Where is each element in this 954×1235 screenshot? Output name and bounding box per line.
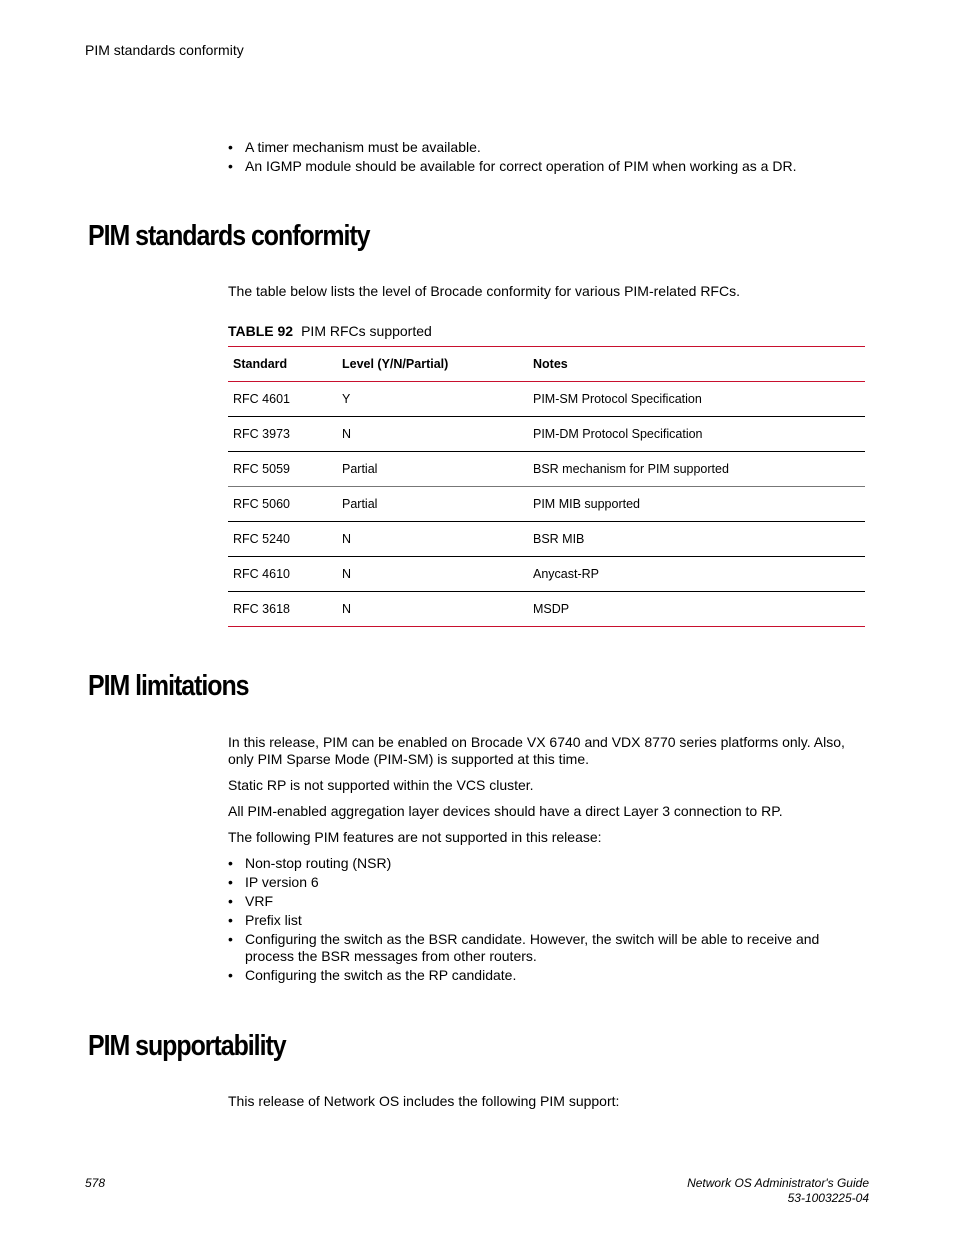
- cell-standard: RFC 5060: [233, 497, 290, 511]
- section-heading-conformity: PIM standards conformity: [88, 220, 370, 252]
- list-item: • Configuring the switch as the BSR candidate. However, the switch will be able to receive and process the BSR messages from other routers.: [228, 931, 858, 965]
- doc-number: 53-1003225-04: [787, 1191, 869, 1205]
- table-row: [228, 452, 865, 487]
- supportability-paragraph: This release of Network OS includes the following PIM support:: [228, 1093, 620, 1109]
- cell-notes: Anycast-RP: [533, 567, 599, 581]
- cell-notes: PIM MIB supported: [533, 497, 640, 511]
- cell-standard: RFC 4610: [233, 567, 290, 581]
- cell-notes: BSR MIB: [533, 532, 585, 546]
- table-caption: [228, 323, 432, 339]
- cell-level: Partial: [342, 497, 378, 511]
- cell-level: Partial: [342, 462, 378, 476]
- cell-level: N: [342, 532, 352, 546]
- section-heading-supportability: PIM supportability: [88, 1030, 286, 1062]
- page-number: 578: [85, 1176, 106, 1190]
- list-item: • VRF: [228, 893, 858, 910]
- doc-title: Network OS Administrator's Guide: [687, 1176, 869, 1190]
- table-row: [228, 557, 865, 592]
- limitations-paragraph: Static RP is not supported within the VCS cluster.: [228, 777, 534, 793]
- cell-level: N: [342, 427, 352, 441]
- table-label: TABLE 92: [228, 323, 294, 339]
- cell-level: Y: [342, 392, 351, 406]
- column-header-notes: Notes: [533, 357, 568, 371]
- footer-doc-info: [687, 1176, 869, 1206]
- table-title: PIM RFCs supported: [301, 323, 432, 339]
- cell-standard: RFC 5059: [233, 462, 290, 476]
- limitations-body: [228, 734, 858, 986]
- limitations-paragraph: In this release, PIM can be enabled on Brocade VX 6740 and VDX 8770 series platforms only. Also, only PIM Sparse Mode (PIM-SM) is supported at this time.: [228, 734, 845, 767]
- cell-notes: PIM-SM Protocol Specification: [533, 392, 702, 406]
- cell-standard: RFC 5240: [233, 532, 290, 546]
- table-row: [228, 592, 865, 627]
- list-item: • IP version 6: [228, 874, 858, 891]
- list-item: • An IGMP module should be available for correct operation of PIM when working as a DR.: [228, 158, 858, 175]
- section-heading-limitations: PIM limitations: [88, 670, 249, 702]
- conformity-paragraph: The table below lists the level of Brocade conformity for various PIM-related RFCs.: [228, 283, 740, 299]
- column-header-level: Level (Y/N/Partial): [342, 357, 449, 371]
- limitations-paragraph: All PIM-enabled aggregation layer devices should have a direct Layer 3 connection to RP.: [228, 803, 783, 819]
- cell-standard: RFC 4601: [233, 392, 290, 406]
- table-row: [228, 417, 865, 452]
- rfc-table: [228, 346, 865, 627]
- list-item: • Non-stop routing (NSR): [228, 855, 858, 872]
- limitations-paragraph: The following PIM features are not supported in this release:: [228, 829, 602, 845]
- intro-bullet-list: [228, 139, 858, 177]
- list-item: • A timer mechanism must be available.: [228, 139, 858, 156]
- table-row: [228, 382, 865, 417]
- running-header: PIM standards conformity: [85, 42, 244, 58]
- table-row: [228, 487, 865, 522]
- cell-level: N: [342, 567, 352, 581]
- unsupported-features-list: [228, 855, 858, 984]
- cell-notes: BSR mechanism for PIM supported: [533, 462, 729, 476]
- cell-standard: RFC 3618: [233, 602, 290, 616]
- table-row: [228, 522, 865, 557]
- table-header-row: [228, 347, 865, 382]
- list-item: • Prefix list: [228, 912, 858, 929]
- cell-standard: RFC 3973: [233, 427, 290, 441]
- list-item: • Configuring the switch as the RP candidate.: [228, 967, 858, 984]
- cell-notes: PIM-DM Protocol Specification: [533, 427, 703, 441]
- column-header-standard: Standard: [233, 357, 288, 371]
- cell-level: N: [342, 602, 352, 616]
- cell-notes: MSDP: [533, 602, 570, 616]
